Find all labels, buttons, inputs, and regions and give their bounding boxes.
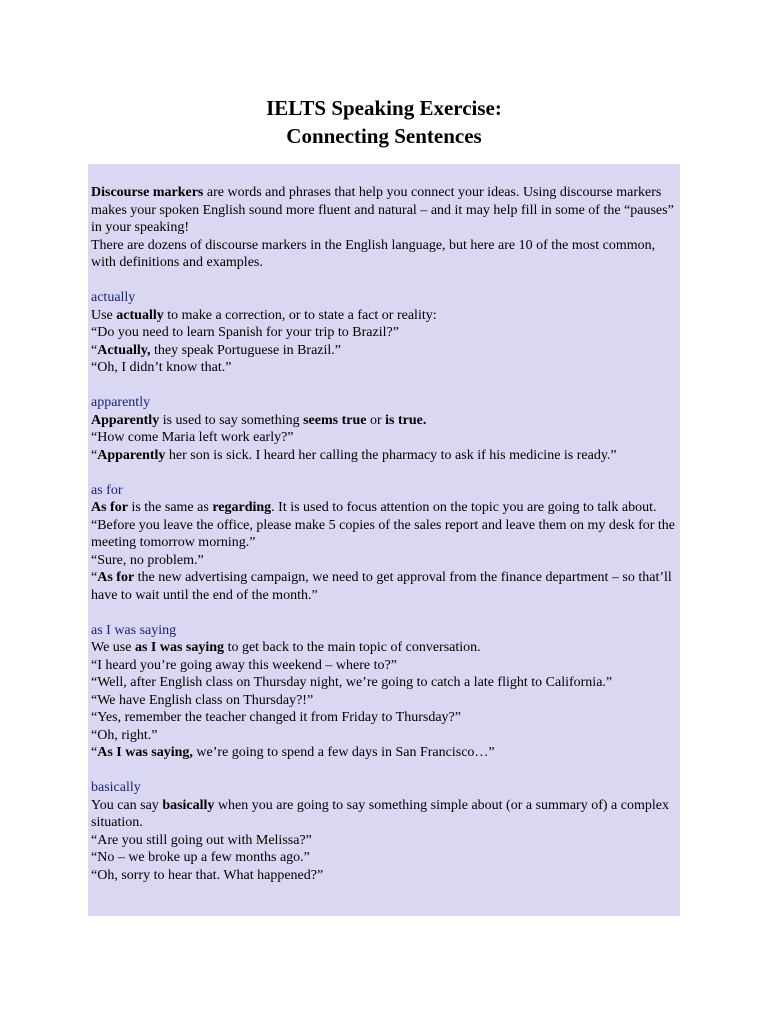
example-line: “Oh, sorry to hear that. What happened?” — [91, 867, 324, 883]
term-basically: basically — [91, 780, 141, 795]
example-line — [91, 744, 680, 762]
example-line: “Before you leave the office, please make 5 copies of the sales report and leave them on my desk for the meeting tomorrow morning.” — [91, 517, 676, 550]
example-bold: Actually, — [97, 342, 151, 358]
page-title-line-2: Connecting Sentences — [286, 124, 482, 148]
page-title — [0, 94, 768, 150]
content-box — [88, 164, 680, 916]
example-line: “Yes, remember the teacher changed it from Friday to Thursday?” — [91, 710, 461, 725]
example-line — [91, 342, 680, 360]
example-line — [91, 447, 680, 465]
definition-text: to get back to the main topic of conversation. — [224, 640, 481, 655]
example-line: “No – we broke up a few months ago.” — [91, 850, 310, 865]
definition-text: or — [366, 412, 386, 428]
intro-paragraph-2: There are dozens of discourse markers in the English language, but here are 10 of the most common, with definitions and examples. — [91, 237, 656, 270]
definition-text: is the same as — [127, 500, 213, 515]
term-actually: actually — [91, 290, 136, 305]
definition-basically — [91, 797, 680, 832]
example-text: they speak Portuguese in Brazil.” — [150, 342, 342, 358]
definition-bold: As for — [91, 500, 128, 515]
example-line: “Well, after English class on Thursday night, we’re going to catch a late flight to California.” — [91, 675, 613, 690]
example-line — [91, 569, 680, 604]
example-text: her son is sick. I heard her calling the pharmacy to ask if his medicine is ready.” — [165, 447, 617, 463]
example-bold: As I was saying, — [97, 745, 193, 760]
definition-bold: is true. — [385, 412, 427, 428]
quote-mark: “ — [91, 447, 98, 463]
definition-bold: Apparently — [91, 412, 160, 428]
example-text: the new advertising campaign, we need to get approval from the finance department – so that’ll have to wait until the end of the month.” — [91, 570, 672, 603]
definition-text: . It is used to focus attention on the topic you are going to talk about. — [271, 500, 657, 515]
example-line: “How come Maria left work early?” — [91, 430, 294, 445]
term-apparently: apparently — [91, 395, 151, 410]
example-line: “We have English class on Thursday?!” — [91, 692, 314, 708]
example-line: “Do you need to learn Spanish for your trip to Brazil?” — [91, 325, 399, 340]
example-line: “Oh, I didn’t know that.” — [91, 360, 232, 375]
page-title-line-1: IELTS Speaking Exercise: — [266, 96, 502, 120]
example-line: “Sure, no problem.” — [91, 552, 204, 568]
definition-text: You can say — [91, 797, 163, 813]
example-line: “I heard you’re going away this weekend – where to?” — [91, 657, 397, 673]
definition-text: is used to say something — [159, 412, 304, 428]
definition-bold: basically — [162, 797, 215, 813]
definition-bold: actually — [116, 307, 164, 323]
definition-bold: seems true — [303, 412, 367, 428]
quote-mark: “ — [91, 745, 98, 760]
intro-bold: Discourse markers — [91, 185, 204, 200]
definition-text: Use — [91, 307, 117, 323]
definition-text: to make a correction, or to state a fact or reality: — [163, 307, 437, 323]
definition-bold: regarding — [212, 500, 272, 515]
example-line: “Are you still going out with Melissa?” — [91, 832, 312, 848]
definition-bold: as I was saying — [134, 640, 225, 655]
quote-mark: “ — [91, 342, 98, 358]
intro-text: are words and phrases that help you connect your ideas. Using discourse markers makes your spoken English sound more fluent and natural – and it may help fill in some of the “pauses” in your speaking! — [91, 185, 674, 235]
intro-paragraph — [91, 184, 680, 237]
definition-apparently — [91, 412, 680, 430]
example-bold: Apparently — [97, 447, 166, 463]
term-as-for: as for — [91, 482, 123, 498]
definition-as-i-was-saying — [91, 639, 680, 657]
definition-text: when you are going to say something simple about (or a summary of) a complex situation. — [91, 797, 669, 830]
definition-text: We use — [91, 640, 135, 655]
example-bold: As for — [97, 570, 135, 585]
example-line: “Oh, right.” — [91, 727, 158, 743]
definition-as-for — [91, 499, 680, 517]
quote-mark: “ — [91, 570, 98, 585]
definition-actually — [91, 307, 680, 325]
example-text: we’re going to spend a few days in San Francisco…” — [192, 745, 495, 760]
term-as-i-was-saying: as I was saying — [91, 622, 177, 638]
